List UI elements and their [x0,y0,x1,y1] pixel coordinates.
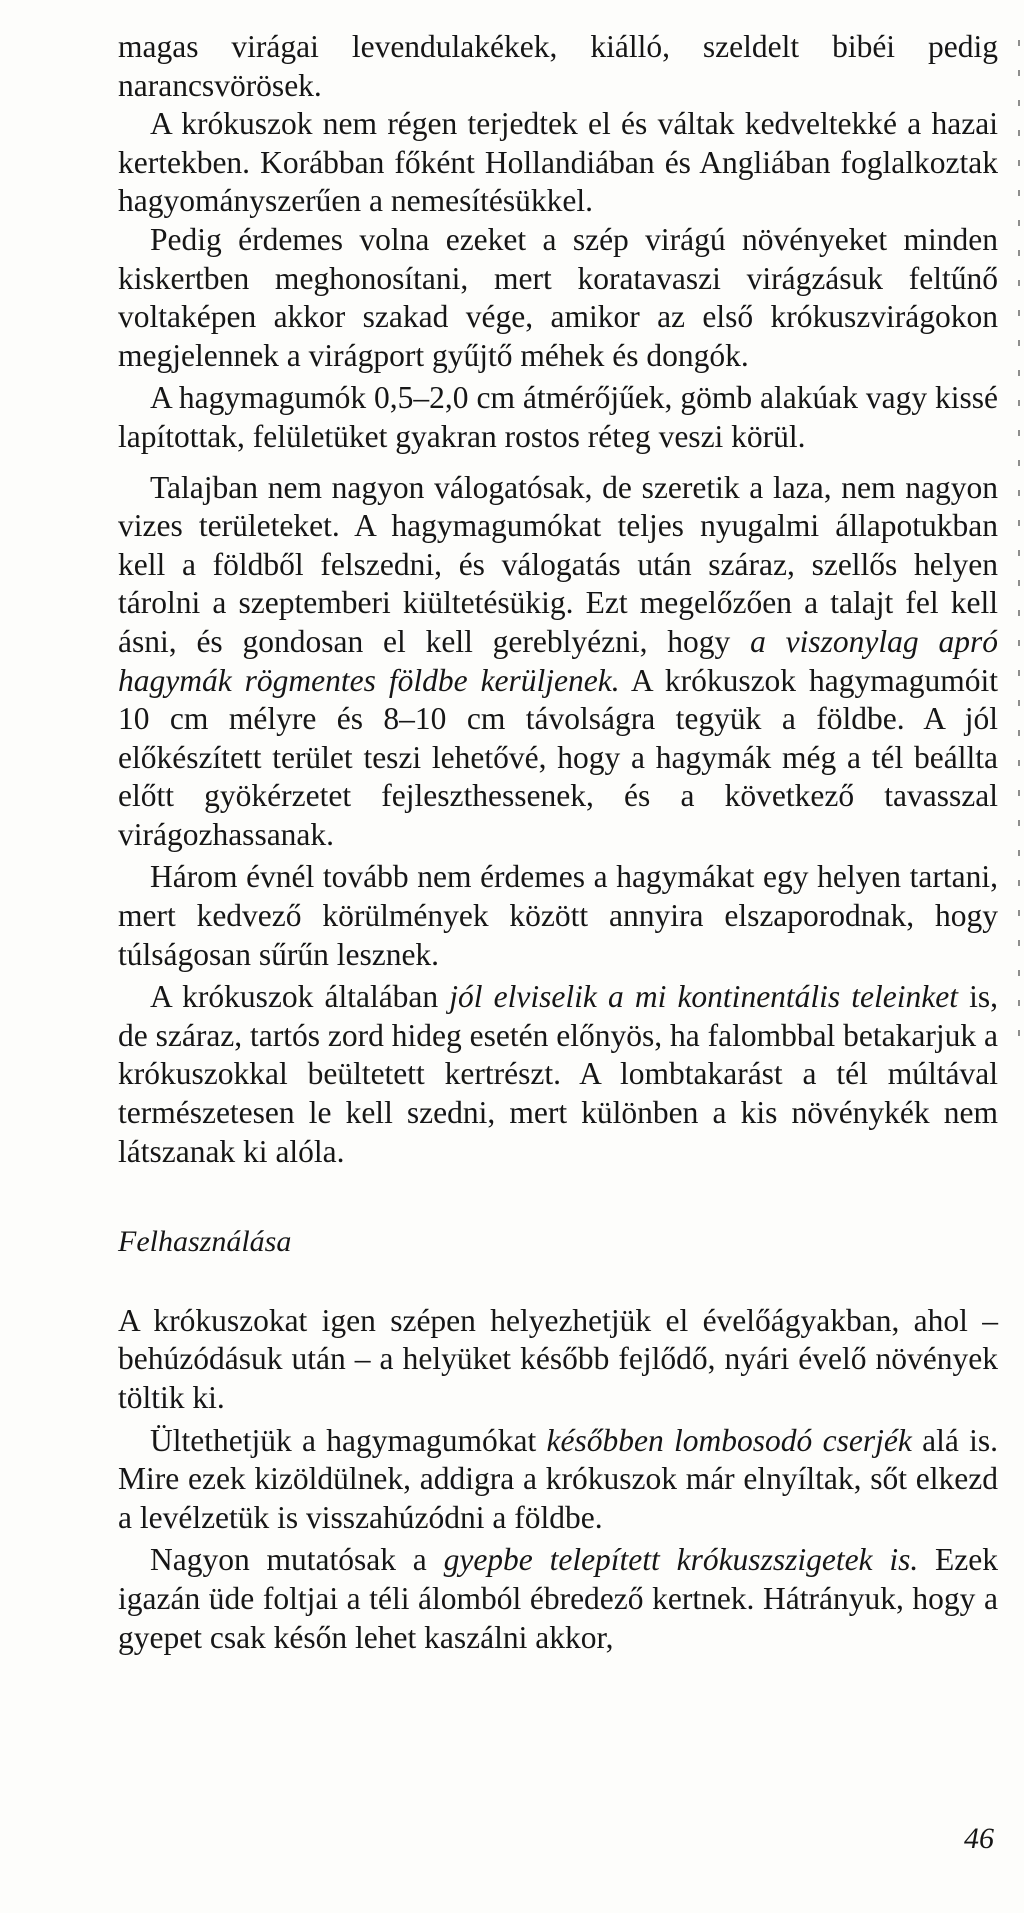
italic-phrase: jól elviselik a mi kontinentális teleinket [449,979,958,1015]
text-run: Ültethetjük a hagymagumókat [150,1422,547,1458]
text-run: Ezek igazán üde foltjai a téli álomból ébredező kertnek. Hátrányuk, hogy a gyepet csak későn lehet kaszálni akkor, [118,1542,998,1655]
text-run: A krókuszok általában [150,979,450,1015]
section-heading: Felhasználása [118,1225,292,1259]
page-number: 46 [964,1822,994,1855]
text-run: A krókuszok hagymagumóit 10 cm mélyre és 8–10 cm távolságra tegyük a földbe. A jól előkészített terület teszi lehetővé, hogy a hagymák még a tél beállta előtt gyökérzetet fejleszthessenek, és a következő tavasszal virágozhassanak. [118,662,998,852]
text-run: Nagyon mutatósak a [150,1542,444,1578]
paragraph [118,379,998,456]
italic-phrase: a viszonylag apró hagymák rögmentes földbe kerüljenek. [118,623,998,698]
paragraph [118,1541,998,1657]
body-text [118,28,998,1657]
text-run: magas virágai levendulakékek, kiálló, szeldelt bibéi pedig narancsvörösek. [118,29,998,103]
paragraph [118,469,998,855]
text-run: Három évnél tovább nem érdemes a hagymákat egy helyen tartani, mert kedvező körülmények között annyira elszaporodnak, hogy túlságosan sűrűn lesznek. [118,859,998,972]
text-run: Talajban nem nagyon válogatósak, de szeretik a laza, nem nagyon vizes területeket. A hagymagumókat teljes nyugalmi állapotukban kell a földből felszedni, és válogatás után száraz, szellős helyen tárolni a szeptemberi kiültetésükig. Ezt megelőzően a talajt fel kell ásni, és gondosan el kell gereblyézni, hogy [118,469,998,659]
page-edge-marks [1018,40,1020,1040]
italic-phrase: gyepbe telepített krókuszszigetek is. [443,1542,919,1578]
text-run: A krókuszokat igen szépen helyezhetjük el évelőágyakban, ahol – behúzódásuk után – a helyüket később fejlődő, nyári évelő növények töltik ki. [118,1302,998,1415]
italic-phrase: későbben lombosodó cserjék [546,1422,912,1458]
text-run: Pedig érdemes volna ezeket a szép virágú növényeket minden kiskertben meghonosítani, mert koratavaszi virágzásuk feltűnő voltaképen akkor szakad vége, amikor az első krókuszvirágokon megjelennek a virágport gyűjtő méhek és dongók. [118,221,998,373]
text-run: is, de száraz, tartós zord hideg esetén előnyös, ha falombbal betakarjuk a krókuszokkal beültetett kertrészt. A lombtakarást a tél múltával természetesen le kell szedni, mert különben a kis növénykék nem látszanak ki alóla. [118,979,999,1169]
paragraph [118,858,998,974]
paragraph [118,978,998,1171]
text-run: A krókuszok nem régen terjedtek el és váltak kedveltekké a hazai kertekben. Korábban főként Hollandiában és Angliában foglalkoztak hagyományszerűen a nemesítésükkel. [118,106,998,219]
text-run: A hagymagumók 0,5–2,0 cm átmérőjűek, gömb alakúak vagy kissé lapítottak, felületüket gyakran rostos réteg veszi körül. [118,380,998,454]
paragraph [118,105,998,221]
paragraph [118,1302,998,1418]
paragraph [118,1422,998,1538]
text-run: alá is. Mire ezek kizöldülnek, addigra a krókuszok már elnyíltak, sőt elkezd a levélzetük is visszahúzódni a földbe. [118,1422,998,1535]
paragraph [118,221,998,375]
paragraph [118,28,998,105]
